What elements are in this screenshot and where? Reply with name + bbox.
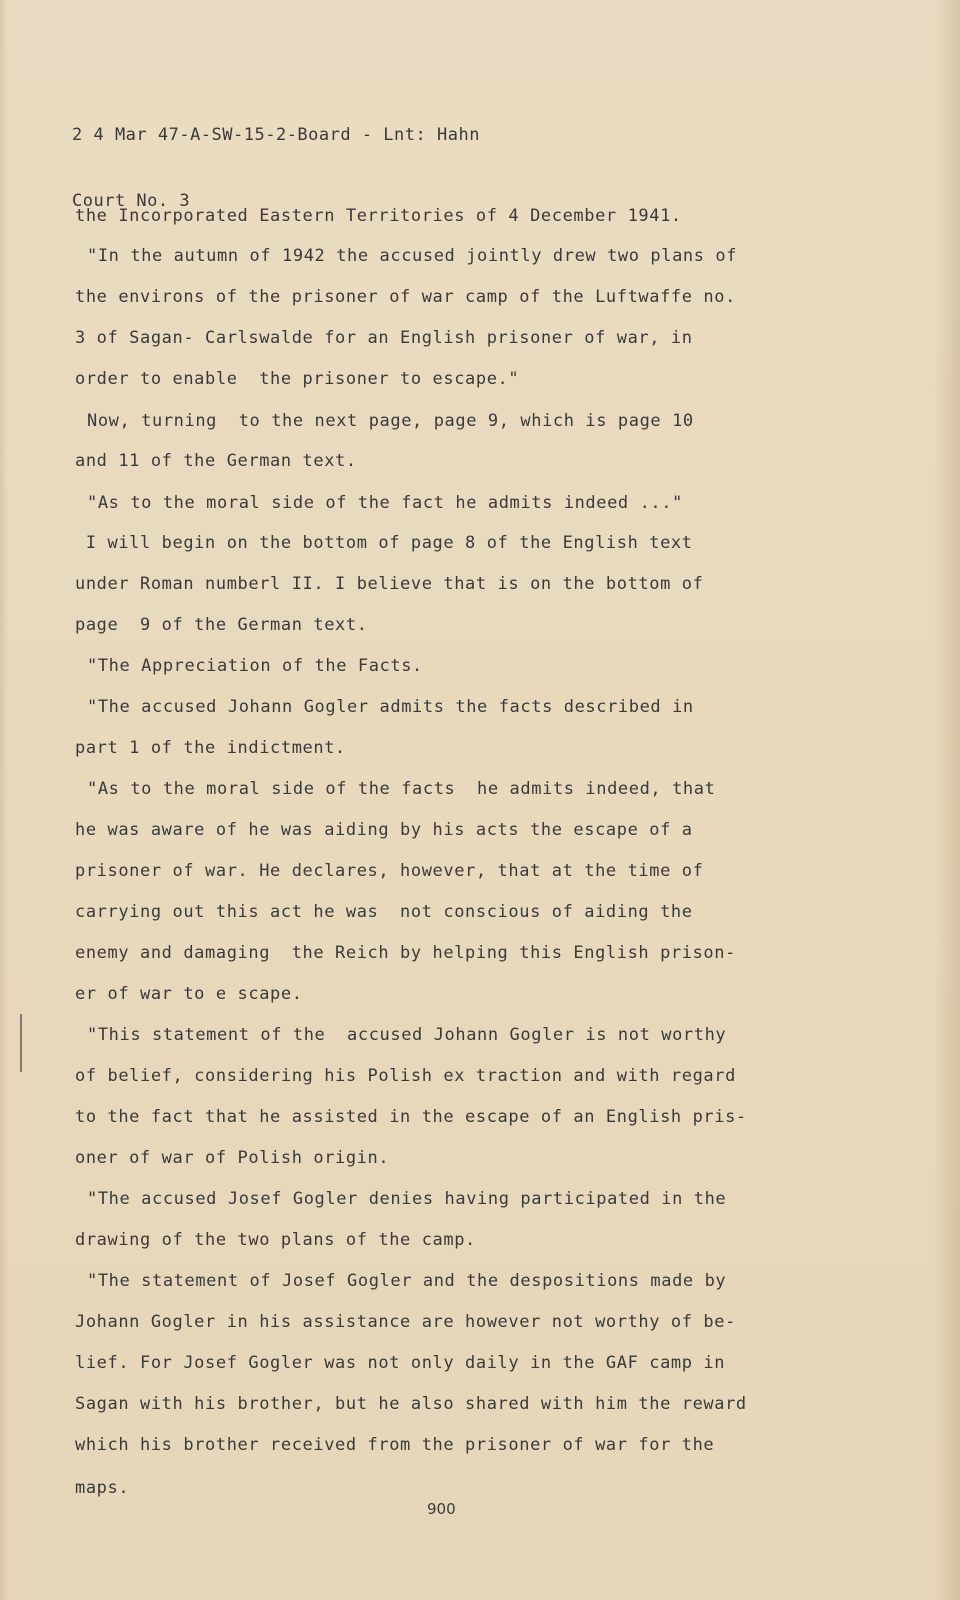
text-line: which his brother received from the prisoner of war for the	[75, 1435, 715, 1455]
text-line: Sagan with his brother, but he also shared with him the reward	[75, 1394, 747, 1414]
text-line: part 1 of the indictment.	[75, 738, 346, 758]
text-line: "The statement of Josef Gogler and the despositions made by	[87, 1271, 727, 1291]
header-court-line: Court No. 3	[72, 191, 191, 211]
text-line: prisoner of war. He declares, however, that at the time of	[75, 861, 704, 881]
text-line: he was aware of he was aiding by his acts the escape of a	[75, 820, 693, 840]
text-line: lief. For Josef Gogler was not only daily in the GAF camp in	[75, 1353, 726, 1373]
text-line: the Incorporated Eastern Territories of 4 December 1941.	[75, 206, 682, 226]
page-number: 900	[427, 1500, 456, 1518]
text-line: I will begin on the bottom of page 8 of the English text	[75, 533, 693, 553]
margin-mark	[20, 1014, 22, 1072]
text-line: of belief, considering his Polish ex traction and with regard	[75, 1066, 736, 1086]
text-line: "As to the moral side of the fact he admits indeed ..."	[87, 493, 683, 513]
text-line: 3 of Sagan- Carlswalde for an English prisoner of war, in	[75, 328, 693, 348]
text-line: carrying out this act he was not conscious of aiding the	[75, 902, 693, 922]
text-line: "In the autumn of 1942 the accused jointly drew two plans of	[87, 246, 738, 266]
text-line: to the fact that he assisted in the escape of an English pris-	[75, 1107, 747, 1127]
text-line: er of war to e scape.	[75, 984, 303, 1004]
text-line: enemy and damaging the Reich by helping this English prison-	[75, 943, 736, 963]
text-line: "As to the moral side of the facts he admits indeed, that	[87, 779, 716, 799]
text-line: under Roman numberl II. I believe that is on the bottom of	[75, 574, 704, 594]
header-reference-line: 2 4 Mar 47-A-SW-15-2-Board - Lnt: Hahn	[72, 125, 480, 145]
text-line: oner of war of Polish origin.	[75, 1148, 390, 1168]
text-line: Now, turning to the next page, page 9, which is page 10	[87, 411, 694, 431]
text-line: drawing of the two plans of the camp.	[75, 1230, 476, 1250]
left-edge-shadow	[0, 0, 8, 1600]
text-line: maps.	[75, 1478, 130, 1498]
text-line: "This statement of the accused Johann Gogler is not worthy	[87, 1025, 727, 1045]
text-line: order to enable the prisoner to escape."	[75, 369, 520, 389]
text-line: and 11 of the German text.	[75, 451, 357, 471]
text-line: "The accused Johann Gogler admits the facts described in	[87, 697, 694, 717]
text-line: Johann Gogler in his assistance are however not worthy of be-	[75, 1312, 736, 1332]
text-line: the environs of the prisoner of war camp of the Luftwaffe no.	[75, 287, 736, 307]
document-header	[72, 80, 480, 256]
text-line: page 9 of the German text.	[75, 615, 368, 635]
text-line: "The accused Josef Gogler denies having participated in the	[87, 1189, 727, 1209]
text-line: "The Appreciation of the Facts.	[87, 656, 423, 676]
right-edge-shadow	[934, 0, 960, 1600]
